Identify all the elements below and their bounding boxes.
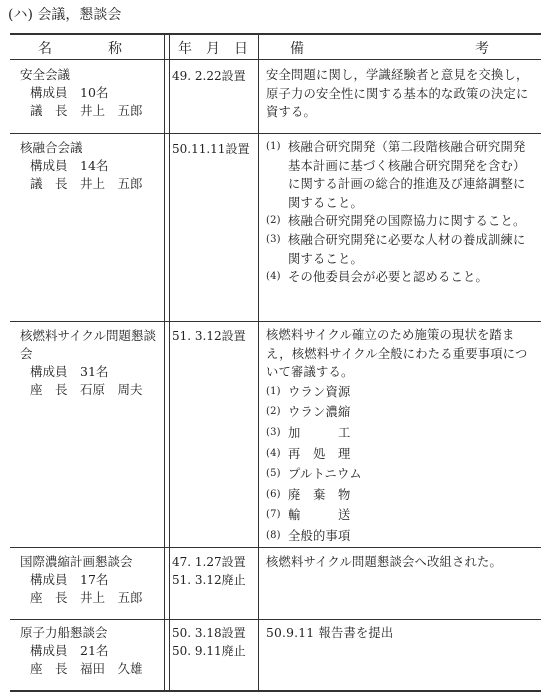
- note-text: 核燃料サイクル確立のため施策の現状を踏まえ，核燃料サイクル全般にわたる重要事項について審議する。: [266, 328, 528, 380]
- chairperson: 座 長 井上 五郎: [30, 590, 143, 605]
- list-item: (3) 核融合研究開発に必要な人材の養成訓練に関すること。: [266, 232, 526, 266]
- council-name: 原子力船懇談会: [20, 625, 108, 640]
- list-item: (1) 核融合研究開発（第二段階核融合研究開発基本計画に基づく核融合研究開発を含む）に関する計画の総合的推進及び連絡調整に関すること。: [266, 140, 526, 210]
- note-cell: [266, 553, 534, 572]
- column-separator: [164, 34, 165, 691]
- list-item: (4) 再 処 理: [266, 446, 351, 461]
- chairperson: 座 長 石原 周夫: [30, 382, 143, 397]
- section-title: (ハ) 会議，懇談会: [8, 7, 122, 23]
- list-item: (3) 加 工: [266, 425, 351, 440]
- note-cell: [266, 138, 534, 287]
- note-text: 50.9.11 報告書を提出: [266, 626, 394, 640]
- council-name: 国際濃縮計画懇談会: [20, 554, 133, 569]
- member-count: 構成員 17名: [30, 572, 109, 587]
- date-entry: 51. 3.12廃止: [172, 573, 246, 587]
- date-cell: [172, 140, 258, 158]
- list-item: (2) 核融合研究開発の国際協力に関すること。: [266, 214, 526, 229]
- note-text: 安全問題に関し，学識経験者と意見を交換し，原子力の安全性に関する基本的な政策の決定に資する。: [266, 68, 529, 120]
- member-count: 構成員 31名: [30, 364, 109, 379]
- council-name: 安全会議: [20, 67, 71, 82]
- date-cell: [172, 553, 258, 589]
- list-item: (2) ウラン濃縮: [266, 405, 351, 420]
- row-divider: [10, 321, 541, 322]
- row-name-cell: [20, 139, 143, 193]
- member-count: 構成員 21名: [30, 643, 109, 658]
- header-note: 考: [475, 41, 489, 57]
- member-count: 構成員 14名: [30, 158, 109, 173]
- row-divider: [10, 547, 541, 548]
- note-cell: [266, 66, 534, 122]
- note-text: 核燃料サイクル問題懇談会へ改組された。: [266, 555, 502, 569]
- row-name-cell: [20, 327, 160, 399]
- date-cell: [172, 67, 258, 85]
- row-name-cell: [20, 553, 143, 607]
- date-entry: 50. 3.18設置: [172, 626, 246, 640]
- header-date: 年 月 日: [178, 41, 248, 57]
- council-name: 核融合会議: [20, 140, 83, 155]
- header-note: 備: [290, 41, 304, 57]
- row-divider: [10, 619, 541, 620]
- header-name: 名 称: [38, 41, 122, 57]
- list-item: (7) 輸 送: [266, 508, 351, 523]
- chairperson: 議 長 井上 五郎: [30, 176, 143, 191]
- list-item: (1) ウラン資源: [266, 384, 351, 399]
- table-bottom-rule: [10, 690, 541, 692]
- date-entry: 50.11.11設置: [172, 142, 250, 156]
- member-count: 構成員 10名: [30, 85, 109, 100]
- date-entry: 47. 1.27設置: [172, 555, 246, 569]
- table-top-rule: [10, 33, 541, 35]
- list-item: (4) その他委員会が必要と認めること。: [266, 270, 488, 285]
- row-name-cell: [20, 624, 143, 678]
- row-divider: [10, 133, 541, 134]
- date-cell: [172, 624, 258, 660]
- header-rule: [10, 59, 541, 60]
- column-separator: [169, 34, 170, 691]
- list-item: (5) プルトニウム: [266, 467, 362, 482]
- chairperson: 座 長 福田 久雄: [30, 661, 143, 676]
- row-name-cell: [20, 66, 143, 120]
- chairperson: 議 長 井上 五郎: [30, 103, 143, 118]
- date-entry: 51. 3.12設置: [172, 329, 246, 343]
- column-separator: [258, 34, 259, 691]
- note-cell: [266, 326, 534, 547]
- date-entry: 50. 9.11廃止: [172, 644, 246, 658]
- date-cell: [172, 327, 258, 345]
- list-item: (8) 全般的事項: [266, 528, 351, 543]
- list-item: (6) 廃 棄 物: [266, 487, 351, 502]
- date-entry: 49. 2.22設置: [172, 69, 246, 83]
- council-name: 核燃料サイクル問題懇談会: [20, 328, 157, 361]
- note-cell: [266, 624, 534, 643]
